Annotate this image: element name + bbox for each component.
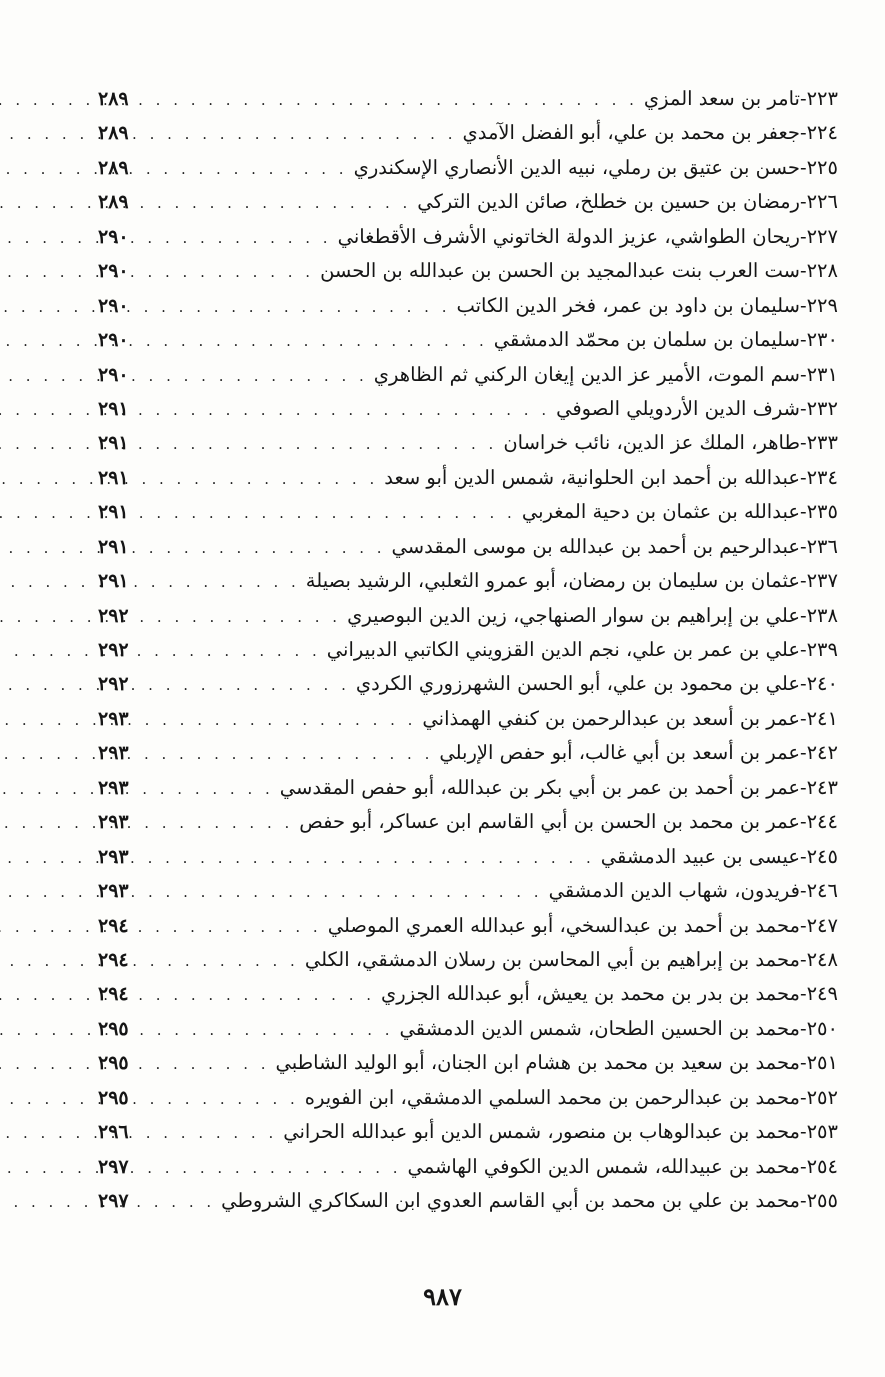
- entry-name: محمد بن سعيد بن محمد بن هشام ابن الجنان، أبو الوليد الشاطبي: [275, 1051, 800, 1075]
- entry-name: شرف الدين الأردويلي الصوفي: [556, 396, 800, 420]
- entry-page-number: ٢٩٧: [98, 1190, 129, 1212]
- entry-dash: -: [799, 775, 807, 799]
- dot-leader: [150, 737, 433, 771]
- dot-leader: [150, 221, 332, 255]
- entry-name: عمر بن أحمد بن عمر بن أبي بكر بن عبدالله، أبو حفص المقدسي: [279, 775, 800, 799]
- entry-name: علي بن محمود بن علي، أبو الحسن الشهرزوري الكردي: [355, 672, 800, 696]
- toc-entry: [98, 1184, 838, 1218]
- entry-number: ٢٤٥: [806, 844, 838, 868]
- entry-dash: -: [799, 362, 807, 386]
- entry-page-number: ٢٩٤: [98, 914, 129, 937]
- entry-name: رمضان بن حسين بن خطلخ، صائن الدين التركي: [417, 190, 800, 214]
- entry-number: ٢٢٤: [806, 121, 838, 145]
- dot-leader: [150, 393, 550, 427]
- entry-page-number: ٢٩٣: [98, 845, 129, 868]
- dot-leader: [150, 910, 322, 944]
- dot-leader: [150, 117, 456, 151]
- entry-page-number: ٢٩٢: [98, 673, 129, 696]
- entry-number: ٢٥٢: [806, 1085, 838, 1109]
- entry-name: تامر بن سعد المزي: [643, 87, 800, 110]
- toc-entry: [98, 289, 838, 323]
- entry-dash: -: [799, 1085, 807, 1109]
- entry-name: عمر بن أسعد بن أبي غالب، أبو حفص الإربلي: [439, 741, 800, 765]
- toc-entry: [98, 1046, 838, 1080]
- toc-entry: [98, 1150, 838, 1184]
- entry-page-number: ٢٩٦: [98, 1121, 129, 1144]
- dot-leader: [150, 255, 314, 289]
- entry-number: ٢٣٧: [806, 569, 838, 593]
- entry-number: ٢٢٧: [806, 224, 838, 248]
- entry-dash: -: [799, 155, 807, 179]
- entry-number: ٢٢٦: [806, 190, 838, 214]
- dot-leader: [150, 806, 293, 840]
- dot-leader: [150, 944, 299, 978]
- dot-leader: [150, 496, 516, 530]
- entry-dash: -: [799, 569, 807, 593]
- entry-dash: -: [799, 741, 807, 765]
- entry-number: ٢٤٧: [806, 913, 838, 937]
- entry-page-number: ٢٨٩: [98, 88, 129, 110]
- toc-entry: [98, 736, 838, 770]
- entry-page-number: ٢٩٥: [98, 1017, 129, 1040]
- entry-name: عثمان بن سليمان بن رمضان، أبو عمرو الثعلبي، الرشيد بصيلة: [305, 569, 800, 593]
- entry-page-number: ٢٩٠: [98, 329, 129, 352]
- toc-entry: [98, 805, 838, 839]
- entry-dash: -: [799, 706, 807, 730]
- dot-leader: [150, 1082, 299, 1116]
- toc-entry: [98, 564, 838, 598]
- entry-dash: -: [799, 982, 807, 1006]
- entry-number: ٢٤٨: [806, 947, 838, 971]
- entry-dash: -: [799, 810, 807, 834]
- toc-entry: [98, 943, 838, 977]
- dot-leader: [150, 703, 416, 737]
- entry-dash: -: [799, 121, 807, 145]
- entry-page-number: ٢٨٩: [98, 156, 129, 179]
- entry-dash: -: [799, 500, 807, 524]
- toc-entry: [98, 909, 838, 943]
- entry-number: ٢٥٥: [806, 1189, 838, 1212]
- entry-number: ٢٣٢: [806, 396, 838, 420]
- toc-entry: [98, 220, 838, 254]
- toc-entry: [98, 977, 838, 1011]
- entry-dash: -: [799, 638, 807, 661]
- toc-entry: [98, 358, 838, 392]
- entry-page-number: ٢٩١: [98, 535, 129, 558]
- entry-page-number: ٢٩٧: [98, 1155, 129, 1178]
- entry-dash: -: [799, 259, 807, 283]
- entry-page-number: ٢٩٠: [98, 260, 129, 283]
- toc-entry: [98, 633, 838, 667]
- entry-dash: -: [799, 465, 807, 489]
- dot-leader: [150, 634, 321, 668]
- entry-dash: -: [799, 603, 807, 627]
- entry-dash: -: [799, 672, 807, 696]
- toc-entry: [98, 840, 838, 874]
- dot-leader: [150, 152, 348, 186]
- entry-dash: -: [799, 396, 807, 420]
- entry-number: ٢٣٨: [806, 603, 838, 627]
- entry-name: ريحان الطواشي، عزيز الدولة الخاتوني الأشرف الأقطغاني: [337, 224, 800, 248]
- toc-entry: [98, 667, 838, 701]
- entry-name: محمد بن عبدالرحمن بن محمد السلمي الدمشقي، ابن الفويره: [304, 1085, 800, 1109]
- entry-number: ٢٤٢: [806, 741, 838, 765]
- toc-entry: [98, 392, 838, 426]
- entry-number: ٢٣٣: [806, 431, 838, 455]
- dot-leader: [150, 324, 488, 358]
- entry-number: ٢٥٤: [806, 1154, 838, 1178]
- entry-page-number: ٢٩٣: [98, 811, 129, 834]
- entry-number: ٢٢٣: [806, 87, 838, 110]
- toc-entry: [98, 599, 838, 633]
- entry-name: عبدالله بن عثمان بن دحية المغربي: [521, 500, 800, 524]
- toc-entry: [98, 185, 838, 219]
- entry-dash: -: [799, 224, 807, 248]
- entry-page-number: ٢٩٣: [98, 776, 129, 799]
- entry-number: ٢٣١: [806, 362, 838, 386]
- entry-dash: -: [799, 1120, 807, 1144]
- entry-dash: -: [799, 879, 807, 903]
- dot-leader: [150, 1116, 277, 1150]
- entry-name: فريدون، شهاب الدين الدمشقي: [548, 879, 800, 903]
- page-number: ٩٨٧: [423, 1282, 462, 1311]
- dot-leader: [150, 1185, 215, 1219]
- entry-name: حسن بن عتيق بن رملي، نبيه الدين الأنصاري الإسكندري: [353, 155, 800, 179]
- dot-leader: [150, 462, 378, 496]
- entry-number: ٢٣٠: [806, 328, 838, 352]
- entry-number: ٢٤٦: [806, 879, 838, 903]
- entry-dash: -: [799, 913, 807, 937]
- dot-leader: [150, 565, 300, 599]
- table-of-contents: [98, 82, 838, 1218]
- toc-entry: [98, 82, 838, 116]
- entry-number: ٢٥١: [806, 1051, 838, 1075]
- entry-dash: -: [799, 328, 807, 352]
- entry-page-number: ٢٩١: [98, 397, 129, 420]
- entry-dash: -: [799, 947, 807, 971]
- entry-page-number: ٢٩١: [98, 570, 129, 593]
- toc-entry: [98, 461, 838, 495]
- entry-page-number: ٢٩٠: [98, 363, 129, 386]
- dot-leader: [150, 841, 595, 875]
- dot-leader: [150, 531, 386, 565]
- dot-leader: [150, 600, 341, 634]
- toc-entry: [98, 874, 838, 908]
- entry-page-number: ٢٩٥: [98, 1086, 129, 1109]
- entry-number: ٢٣٩: [806, 638, 838, 661]
- entry-page-number: ٢٩٣: [98, 742, 129, 765]
- entry-name: عبدالله بن أحمد ابن الحلوانية، شمس الدين أبو سعد: [384, 465, 800, 489]
- dot-leader: [150, 1047, 270, 1081]
- entry-dash: -: [799, 431, 807, 455]
- entry-page-number: ٢٩٢: [98, 604, 129, 627]
- toc-entry: [98, 1115, 838, 1149]
- entry-dash: -: [799, 190, 807, 214]
- entry-name: علي بن عمر بن علي، نجم الدين القزويني الكاتبي الدبيراني: [326, 638, 800, 661]
- toc-entry: [98, 1081, 838, 1115]
- entry-page-number: ٢٨٩: [98, 122, 129, 145]
- entry-page-number: ٢٩٤: [98, 948, 129, 971]
- toc-entry: [98, 254, 838, 288]
- entry-number: ٢٤٤: [806, 810, 838, 834]
- toc-entry: [98, 426, 838, 460]
- entry-page-number: ٢٩٢: [98, 639, 129, 661]
- entry-dash: -: [799, 534, 807, 558]
- entry-number: ٢٤١: [806, 706, 838, 730]
- toc-entry: [98, 771, 838, 805]
- entry-dash: -: [799, 1051, 807, 1075]
- dot-leader: [150, 290, 450, 324]
- entry-number: ٢٤٠: [806, 672, 838, 696]
- entry-name: محمد بن الحسين الطحان، شمس الدين الدمشقي: [399, 1016, 800, 1040]
- dot-leader: [150, 772, 274, 806]
- entry-name: عمر بن محمد بن الحسن بن أبي القاسم ابن عساكر، أبو حفص: [299, 810, 800, 834]
- entry-name: عبدالرحيم بن أحمد بن عبدالله بن موسى المقدسي: [391, 534, 800, 558]
- dot-leader: [150, 359, 368, 393]
- dot-leader: [150, 83, 638, 117]
- entry-number: ٢٢٥: [806, 155, 838, 179]
- dot-leader: [150, 1013, 394, 1047]
- toc-entry: [98, 1012, 838, 1046]
- entry-page-number: ٢٩١: [98, 432, 129, 455]
- entry-page-number: ٢٩١: [98, 501, 129, 524]
- entry-dash: -: [799, 293, 807, 317]
- entry-name: محمد بن عبدالوهاب بن منصور، شمس الدين أبو عبدالله الحراني: [283, 1120, 800, 1144]
- entry-name: عيسى بن عبيد الدمشقي: [600, 844, 800, 868]
- toc-entry: [98, 151, 838, 185]
- entry-number: ٢٥٣: [806, 1120, 838, 1144]
- entry-number: ٢٣٦: [806, 534, 838, 558]
- entry-name: محمد بن أحمد بن عبدالسخي، أبو عبدالله العمري الموصلي: [327, 913, 800, 937]
- dot-leader: [150, 1151, 402, 1185]
- entry-number: ٢٣٤: [806, 465, 838, 489]
- entry-name: سليمان بن سلمان بن محمّد الدمشقي: [493, 328, 800, 352]
- entry-page-number: ٢٩١: [98, 466, 129, 489]
- entry-dash: -: [799, 1016, 807, 1040]
- entry-page-number: ٢٩٥: [98, 1052, 129, 1075]
- entry-dash: -: [799, 844, 807, 868]
- entry-dash: -: [799, 1189, 807, 1212]
- entry-name: طاهر، الملك عز الدين، نائب خراسان: [503, 431, 800, 455]
- entry-name: ست العرب بنت عبدالمجيد بن الحسن بن عبدالله بن الحسن: [320, 259, 800, 283]
- entry-name: جعفر بن محمد بن علي، أبو الفضل الآمدي: [462, 121, 800, 145]
- entry-name: عمر بن أسعد بن عبدالرحمن بن كنفي الهمذاني: [422, 706, 800, 730]
- toc-entry: [98, 702, 838, 736]
- entry-name: محمد بن بدر بن محمد بن يعيش، أبو عبدالله الجزري: [381, 982, 800, 1006]
- entry-page-number: ٢٩٠: [98, 294, 129, 317]
- toc-entry: [98, 116, 838, 150]
- dot-leader: [150, 427, 497, 461]
- entry-name: محمد بن إبراهيم بن أبي المحاسن بن رسلان الدمشقي، الكلي: [304, 947, 800, 971]
- dot-leader: [150, 186, 411, 220]
- entry-number: ٢٤٩: [806, 982, 838, 1006]
- entry-page-number: ٢٩٤: [98, 983, 129, 1006]
- toc-entry: [98, 530, 838, 564]
- entry-number: ٢٢٩: [806, 293, 838, 317]
- entry-number: ٢٤٣: [806, 775, 838, 799]
- entry-page-number: ٢٩٠: [98, 225, 129, 248]
- entry-name: محمد بن علي بن محمد بن أبي القاسم العدوي ابن السكاكري الشروطي: [221, 1189, 800, 1212]
- entry-page-number: ٢٨٩: [98, 191, 129, 214]
- toc-entry: [98, 495, 838, 529]
- entry-number: ٢٣٥: [806, 500, 838, 524]
- entry-number: ٢٥٠: [806, 1016, 838, 1040]
- entry-number: ٢٢٨: [806, 259, 838, 283]
- entry-dash: -: [799, 1154, 807, 1178]
- entry-name: سليمان بن داود بن عمر، فخر الدين الكاتب: [456, 293, 800, 317]
- entry-page-number: ٢٩٣: [98, 707, 129, 730]
- entry-page-number: ٢٩٣: [98, 880, 129, 903]
- entry-name: سم الموت، الأمير عز الدين إيغان الركني ثم الظاهري: [373, 362, 800, 386]
- dot-leader: [150, 875, 543, 909]
- dot-leader: [150, 668, 350, 702]
- entry-name: علي بن إبراهيم بن سوار الصنهاجي، زين الدين البوصيري: [347, 603, 800, 627]
- entry-name: محمد بن عبيدالله، شمس الدين الكوفي الهاشمي: [407, 1154, 800, 1178]
- toc-entry: [98, 323, 838, 357]
- dot-leader: [150, 978, 375, 1012]
- entry-dash: -: [799, 87, 807, 110]
